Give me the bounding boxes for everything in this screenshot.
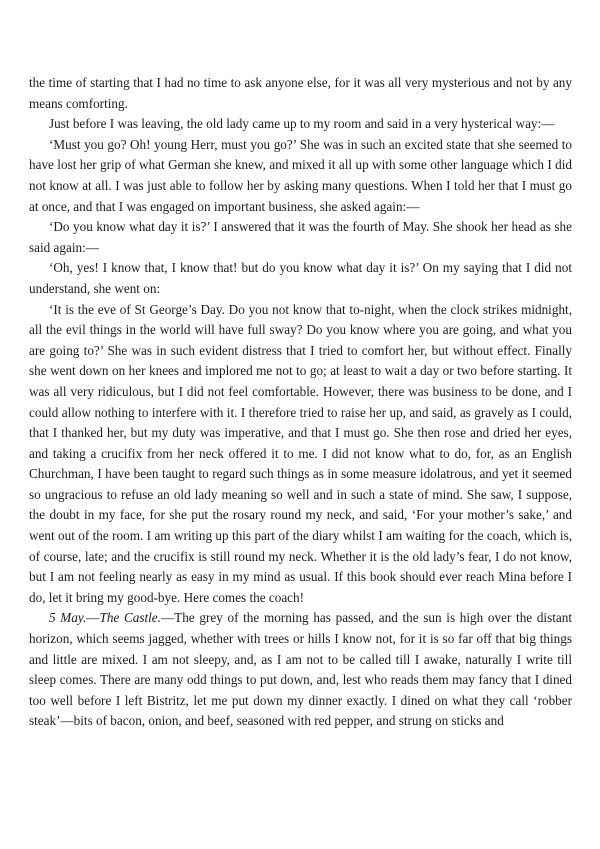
- paragraph-5: ‘Oh, yes! I know that, I know that! but do you know what day it is?’ On my saying that I did not understand, she went on:: [29, 260, 572, 296]
- entry-place: The Castle.: [99, 610, 161, 626]
- entry-dash: —: [86, 610, 100, 626]
- paragraph-6: ‘It is the eve of St George’s Day. Do you not know that to-night, when the clock strikes midnight, all the evil things in the world will have full sway? Do you know where you are going, and what you are going to?’ She was in such evident distress that I tried to comfort her, but without effect. Finally she went down on her knees and implored me not to go; at least to wait a day or two before starting. It was all very ridiculous, but I did not feel comfortable. However, there was business to be done, and I could allow nothing to interfere with it. I therefore tried to raise her up, and said, as gravely as I could, that I thanked her, but my duty was imperative, and that I must go. She then rose and dried her eyes, and taking a crucifix from her neck offered it to me. I did not know what to do, for, as an English Churchman, I have been taught to regard such things as in some measure idolatrous, and yet it seemed so ungracious to refuse an old lady meaning so well and in such a state of mind. She saw, I suppose, the doubt in my face, for she put the rosary round my neck, and said, ‘For your mother’s sake,’ and went out of the room. I am writing up this part of the diary whilst I am waiting for the coach, which is, of course, late; and the crucifix is still round my neck. Whether it is the old lady’s fear, I do not know, but I am not feeling nearly as easy in my mind as usual. If this book should ever reach Mina before I do, let it bring my good-bye. Here comes the coach!: [29, 301, 572, 605]
- entry-date: 5 May.: [49, 610, 87, 626]
- entry-text: The grey of the morning has passed, and the sun is high over the distant horizon, which seems jagged, whether with trees or hills I know not, for it is so far off that big things and little are mixed. I am not sleepy, and, as I am not to be called till I awake, naturally I write till sleep comes. There are many odd things to put down, and, lest who reads them may fancy that I dined too well before I left Bistritz, let me put down my dinner exactly. I dined on what they call ‘robber steak’—bits of bacon, onion, and beef, seasoned with red pepper, and strung on sticks and: [29, 610, 572, 729]
- paragraph-2: Just before I was leaving, the old lady came up to my room and said in a very hysterical way:—: [49, 116, 555, 132]
- document-page: [29, 73, 572, 732]
- paragraph-3: ‘Must you go? Oh! young Herr, must you go?’ She was in such an excited state that she seemed to have lost her grip of what German she knew, and mixed it all up with some other language which I did not know at all. I was just able to follow her by asking many questions. When I told her that I must go at once, and that I was engaged on important business, she asked again:—: [29, 136, 572, 214]
- paragraph-4: ‘Do you know what day it is?’ I answered that it was the fourth of May. She shook her head as she said again:—: [29, 219, 572, 255]
- entry-dash-2: —: [160, 610, 175, 626]
- diary-entry-paragraph: [29, 608, 572, 732]
- paragraph-1: the time of starting that I had no time to ask anyone else, for it was all very mysterious and not by any means comforting.: [29, 75, 572, 111]
